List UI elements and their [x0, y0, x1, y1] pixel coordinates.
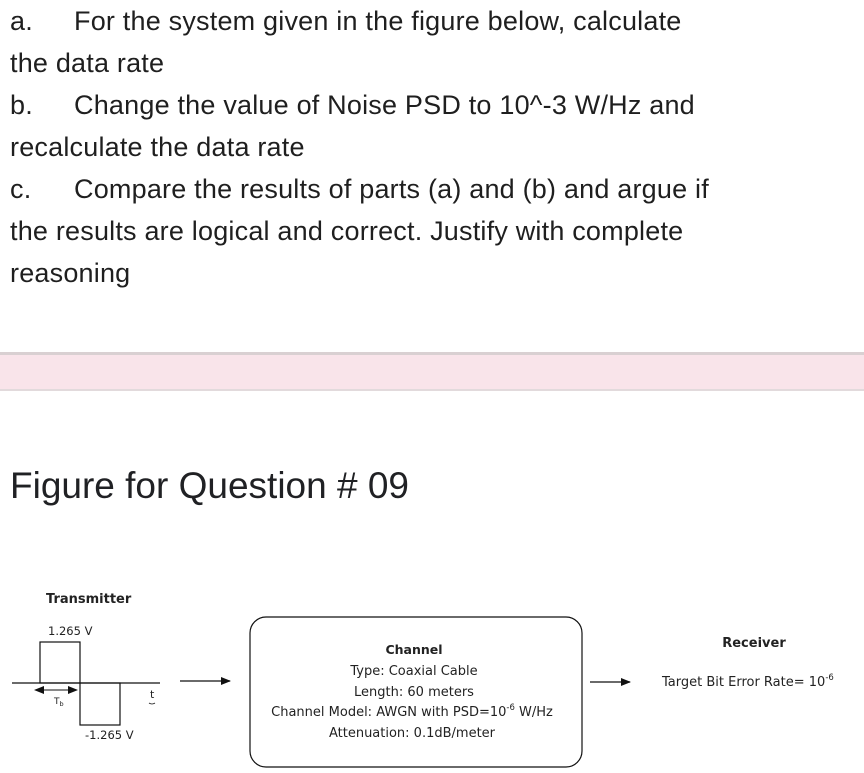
question-letter: c. — [10, 174, 32, 204]
figure-title: Figure for Question # 09 — [10, 465, 409, 506]
channel-type: Type: Coaxial Cable — [350, 664, 478, 679]
negative-pulse — [80, 683, 120, 725]
question-text: the data rate — [10, 48, 165, 78]
channel-length: Length: 60 meters — [354, 685, 474, 700]
bit-duration-label: $T_b$ — [54, 697, 64, 708]
question-text: For the system given in the figure below, calculate — [74, 6, 682, 36]
question-text: recalculate the data rate — [10, 132, 305, 162]
question-letter: a. — [10, 6, 33, 36]
question-text: Change the value of Noise PSD to 10^-3 W/Hz and — [74, 90, 695, 120]
channel-block — [250, 617, 582, 767]
system-diagram — [0, 570, 864, 773]
question-b — [10, 84, 856, 168]
question-text: reasoning — [10, 258, 131, 288]
target-ber: Target Bit Error Rate= $10^{-6}$ — [662, 673, 834, 690]
question-list — [10, 0, 856, 294]
transmitter-block — [12, 592, 160, 742]
voltage-low-label: -1.265 V — [85, 728, 134, 742]
divider — [0, 389, 864, 391]
separator-band — [0, 355, 864, 389]
channel-title: Channel — [385, 642, 443, 657]
time-axis-label: t — [150, 688, 155, 701]
positive-pulse — [40, 642, 80, 683]
question-text: Compare the results of parts (a) and (b) and argue if — [74, 174, 709, 204]
receiver-title: Receiver — [722, 636, 786, 651]
voltage-high-label: 1.265 V — [48, 624, 93, 638]
channel-model: Channel Model: AWGN with $PSD=10^{-6}$ W/Hz — [271, 703, 553, 720]
question-c — [10, 168, 856, 294]
tilde-mark — [149, 703, 155, 704]
receiver-block — [661, 636, 834, 690]
transmitter-label: Transmitter — [46, 592, 132, 607]
question-letter: b. — [10, 90, 33, 120]
question-text: the results are logical and correct. Justify with complete — [10, 216, 684, 246]
question-a — [10, 0, 856, 84]
channel-attenuation: Attenuation: 0.1dB/meter — [328, 726, 496, 741]
